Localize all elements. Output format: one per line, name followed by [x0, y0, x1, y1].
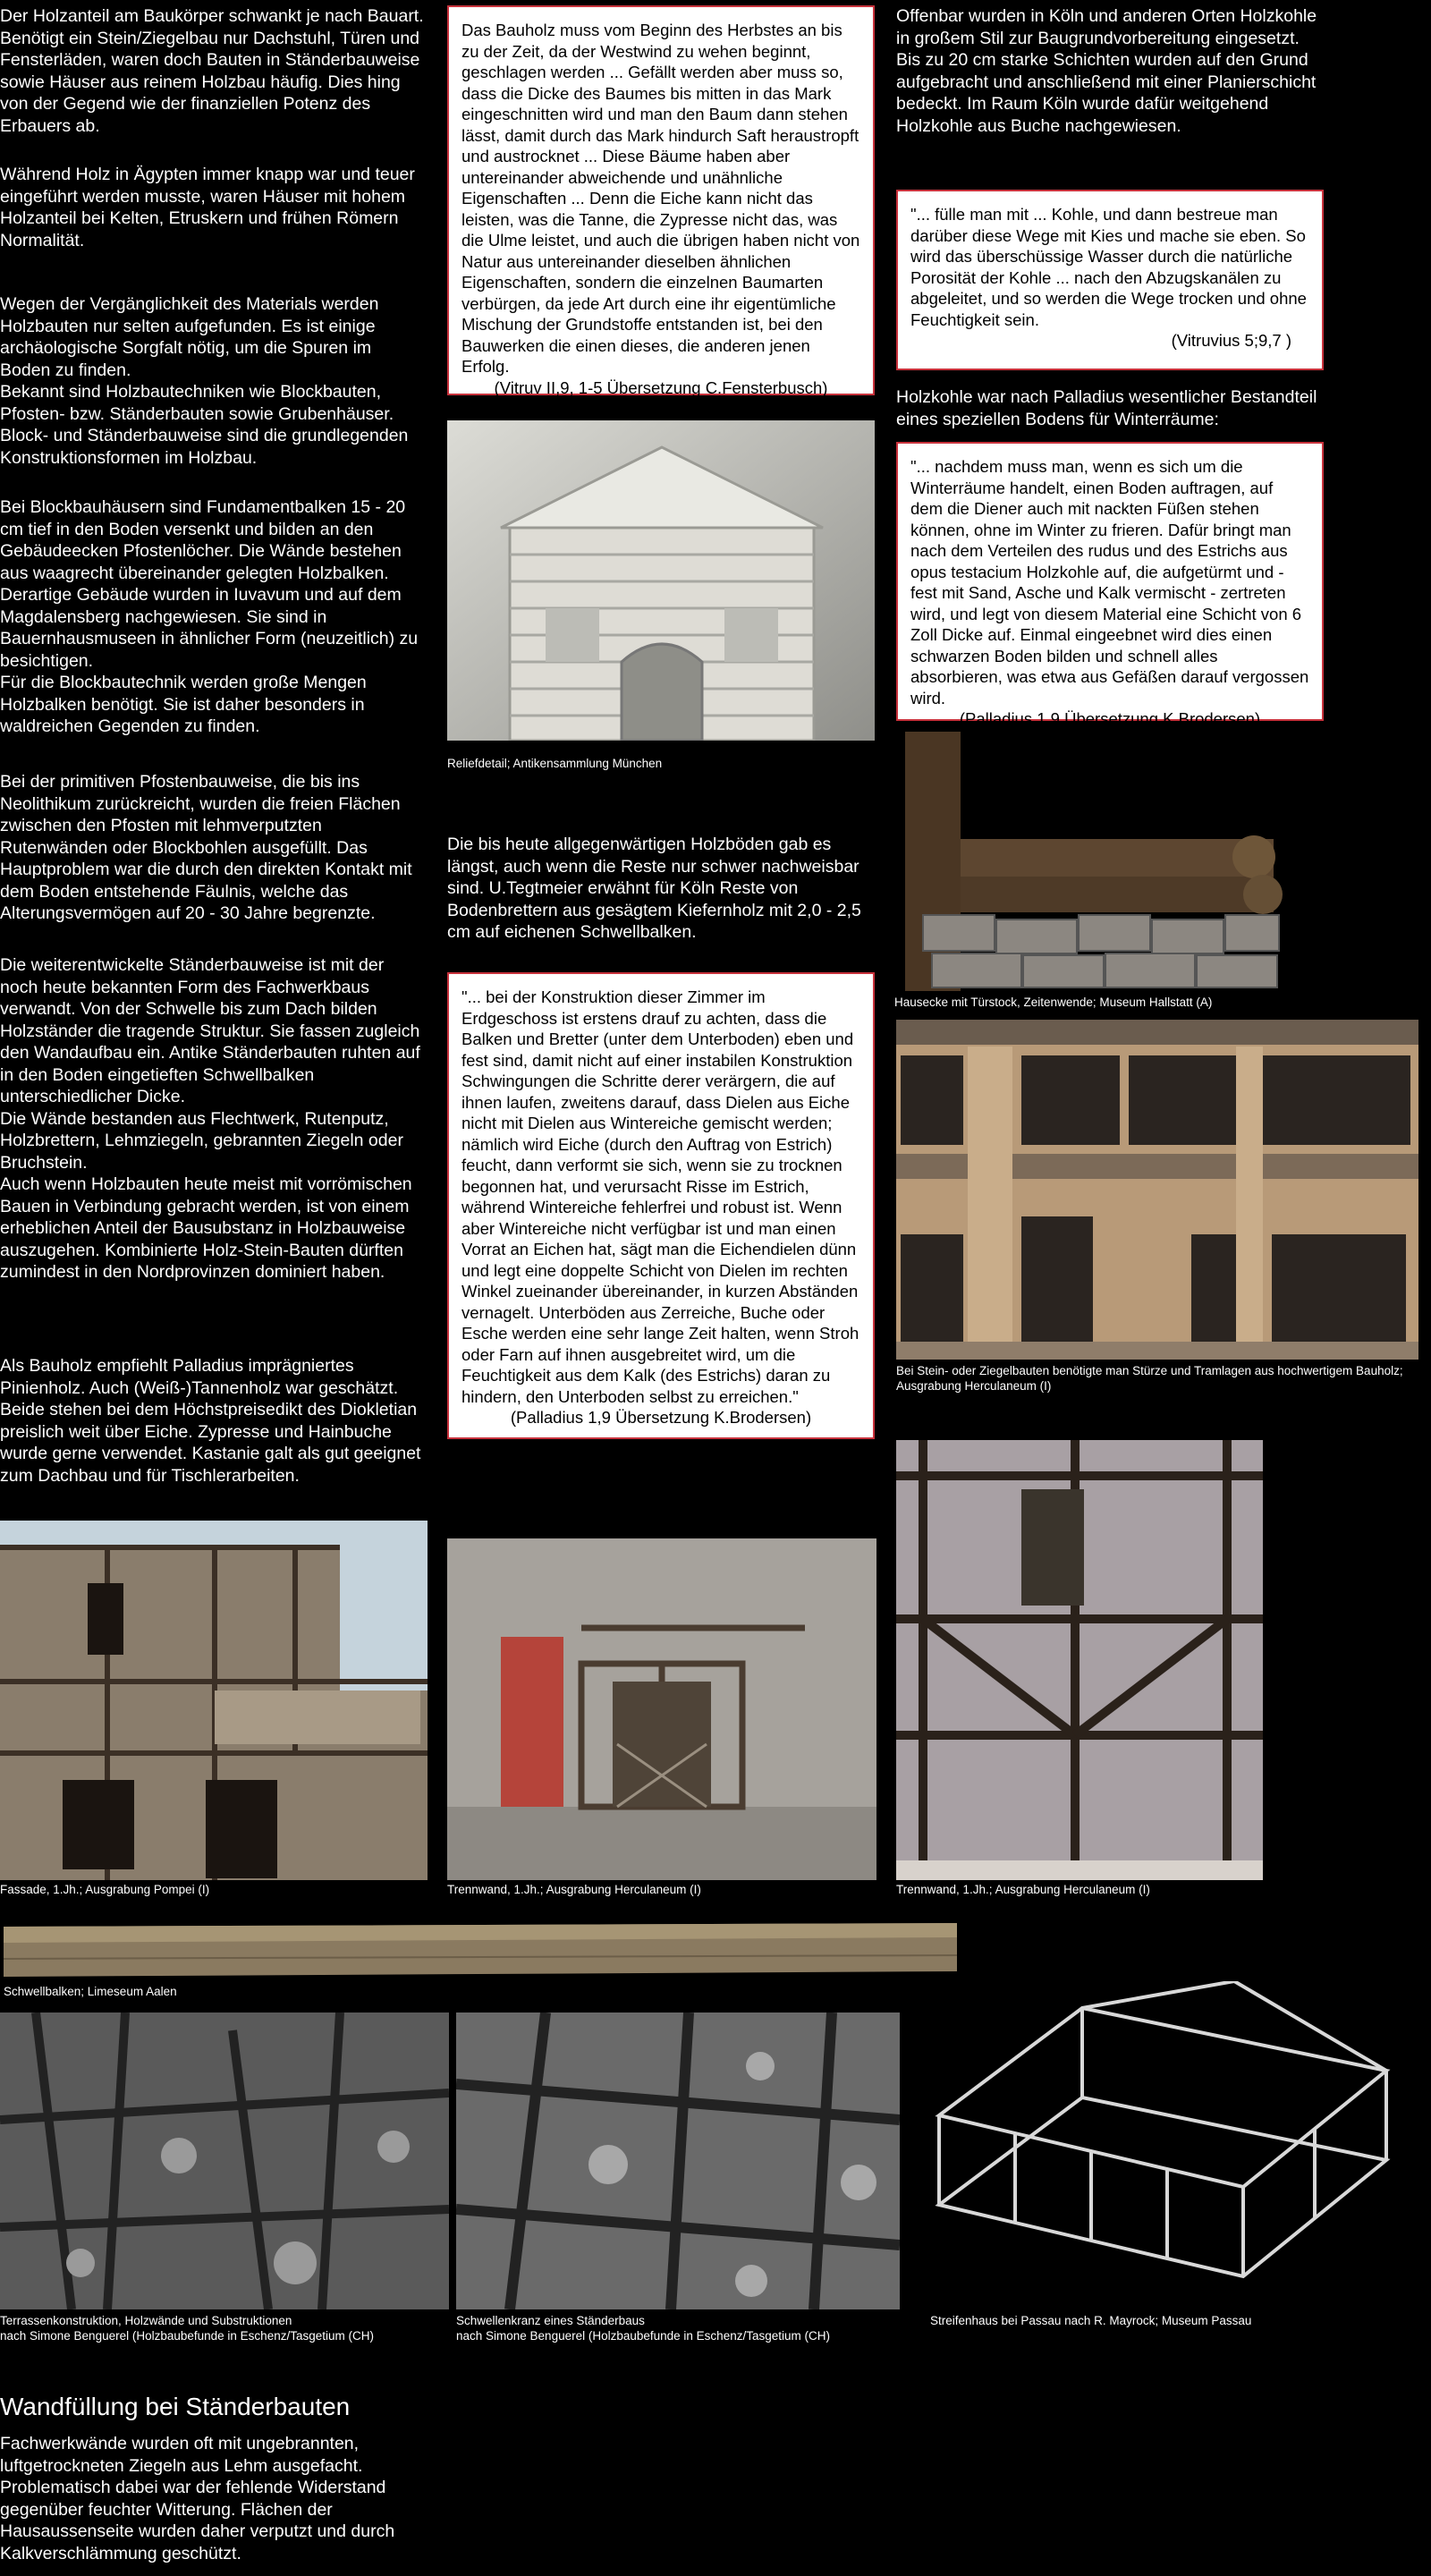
- relief-caption: Reliefdetail; Antikensammlung München: [447, 757, 663, 770]
- winterraum-paragraph: Holzkohle war nach Palladius wesentlicher Bestandteil eines speziellen Bodens für Winterräume:: [896, 387, 1317, 429]
- winterraum-quote-box: [896, 442, 1324, 728]
- archaeology-paragraph: Wegen der Vergänglichkeit des Materials werden Holzbauten nur selten aufgefunden. Es ist einige archäologische Sorgfalt nötig, um die Spuren im Boden zu finden. Bekannt sind Holzbautechniken wie Blockbauten, Pfosten- bzw. Ständerbauten sowie Grubenhäuser. Block- und Ständerbauweise sind die grundlegenden Konstruktionsformen im Holzbau.: [0, 294, 409, 468]
- winterraum-citation: (Palladius 1,9 Übersetzung K.Brodersen): [959, 709, 1261, 728]
- vitruvius-quote-text: "... fülle man mit ... Kohle, und dann bestreue man darüber diese Wege mit Kies und mache sie eben. So wird das überschüssige Wasser durch die natürliche Porosität der Kohle ... nach den Abzugskanälen zu abgeleitet, und so werden die Wege trocken und ohne Feuchtigkeit sein.: [910, 205, 1307, 329]
- herculaneum-facade-photo: [896, 1020, 1418, 1360]
- vitruvius-citation: (Vitruvius 5;9,7 ): [1171, 331, 1291, 350]
- relief-photo: [447, 420, 875, 741]
- hausecke-caption: Hausecke mit Türstock, Zeitenwende; Museum Hallstatt (A): [894, 996, 1213, 1009]
- vitruvius-quote-box: [896, 190, 1324, 370]
- streifenhaus-photo: [921, 1981, 1401, 2303]
- bauholz-paragraph: Als Bauholz empfiehlt Palladius imprägniertes Pinienholz. Auch (Weiß-)Tannenholz war geschätzt. Beide stehen bei dem Höchstpreisedikt des Diokletian preislich weit über Eiche. Zypresse und Hainbuche wurde gerne verwendet. Kastanie galt als gut geeignet zum Dachbau und für Tischlerarbeiten.: [0, 1356, 421, 1486]
- section-heading: Wandfüllung bei Ständerbauten: [0, 2393, 351, 2420]
- vitruv-citation: (Vitruv II,9, 1-5 Übersetzung C.Fensterbusch): [494, 377, 828, 397]
- trennwand1-caption: Trennwand, 1.Jh.; Ausgrabung Herculaneum (I): [447, 1883, 701, 1896]
- streifenhaus-caption: Streifenhaus bei Passau nach R. Mayrock; Museum Passau: [930, 2314, 1252, 2327]
- fassade-caption: Fassade, 1.Jh.; Ausgrabung Pompei (I): [0, 1883, 210, 1896]
- terrasse-photo: [0, 2012, 449, 2309]
- egypt-paragraph: Während Holz in Ägypten immer knapp war und teuer eingeführt werden musste, waren Häuser mit hohem Holzanteil bei Kelten, Etruskern und frühen Römern Normalität.: [0, 165, 415, 250]
- holzboeden-paragraph: Die bis heute allgegenwärtigen Holzböden gab es längst, auch wenn die Reste nur schwer nachweisbar sind. U.Tegtmeier erwähnt für Köln Reste von Bodenbrettern aus gesägtem Kiefernholz mit 2,0 - 2,5 cm auf eichenen Schwellbalken.: [447, 835, 861, 942]
- hausecke-photo: [896, 732, 1290, 991]
- schwellenkranz-photo: [456, 2012, 900, 2309]
- blockbau-paragraph: Bei Blockbauhäusern sind Fundamentbalken 15 - 20 cm tief in den Boden versenkt und bilden an den Gebäudeecken Pfostenlöcher. Die Wände bestehen aus waagrecht übereinander gelegten Holzbalken. Derartige Gebäude wurden in Iuvavum und auf dem Magdalensberg nachgewiesen. Sie sind in Bauernhausmuseen in ähnlicher Form (neuzeitlich) zu besichtigen. Für die Blockbautechnik werden große Mengen Holzbalken benötigt. Sie ist daher besonders in waldreichen Gegenden zu finden.: [0, 497, 419, 736]
- palladius-citation: (Palladius 1,9 Übersetzung K.Brodersen): [510, 1408, 812, 1427]
- wandfuellung-paragraph: Fachwerkwände wurden oft mit ungebrannten, luftgetrockneten Ziegeln aus Lehm ausgefacht. Problematisch dabei war der fehlende Widerstand gegenüber feuchter Witterung. Flächen der Hausaussenseite wurden daher verputzt und durch Kalkverschlämmung geschützt.: [0, 2434, 395, 2563]
- fassade-photo: [0, 1521, 428, 1880]
- pfostenbau-paragraph: Bei der primitiven Pfostenbauweise, die bis ins Neolithikum zurückreicht, wurden die freien Flächen zwischen den Pfosten mit lehmverputzten Rutenwänden oder Blockbohlen ausgefüllt. Das Hauptproblem war die durch den direkten Kontakt mit dem Boden entstehende Fäulnis, welche das Alterungsvermögen auf 20 - 30 Jahre begrenzte.: [0, 772, 412, 923]
- intro-paragraph: Der Holzanteil am Baukörper schwankt je nach Bauart. Benötigt ein Stein/Ziegelbau nur Dachstuhl, Türen und Fensterläden, waren doch Bauten in Ständerbauweise sowie Häuser aus reinem Holzbau häufig. Dies hing von der Gegend wie der finanziellen Potenz des Erbauers ab.: [0, 6, 424, 136]
- palladius-quote-text: "... bei der Konstruktion dieser Zimmer im Erdgeschoss ist erstens drauf zu achten, dass die Balken und Bretter (unter dem Unterboden) eben und fest sind, damit nicht auf einer instabilen Konstruktion Schwingungen die Schritte derer verärgern, die auf ihnen laufen, zweitens darauf, dass Dielen aus Eiche nicht mit Dielen aus Wintereiche gemischt werden; nämlich wird Eiche (durch den Auftrag von Estrich) feucht, dann verformt sie sich, wenn sie zu trocknen begonnen hat, und verursacht Risse im Estrich, während Wintereiche fehlerfrei und robust ist. Wenn aber Wintereiche nicht verfügbar ist und man einen Vorrat an Eichen hat, sägt man die Eichendielen dünn und legt eine doppelte Schicht von Dielen im rechten Winkel zueinander übereinander, in kurzen Abständen vernagelt. Unterböden aus Zerreiche, Buche oder Esche werden eine sehr lange Zeit halten, wenn Stroh oder Farn auf ihnen ausgebreitet wird, um die Feuchtigkeit aus dem Kalk (des Estrichs) daran zu hindern, den Unterboden selbst zu erreichen.": [461, 987, 859, 1406]
- trennwand2-caption: Trennwand, 1.Jh.; Ausgrabung Herculaneum (I): [896, 1883, 1150, 1896]
- trennwand1-photo: [447, 1538, 876, 1880]
- winterraum-quote-text: "... nachdem muss man, wenn es sich um die Winterräume handelt, einen Boden auftragen, auf dem die Diener auch mit nackten Füßen stehen können, ohne im Winter zu frieren. Dafür bringt man nach dem Verteilen des rudus und des Estrichs aus opus testacium Holzkohle auf, die aufgetürmt und - fest mit Sand, Asche und Kalk vermischt - zertreten wird, und legt von diesem Material eine Schicht von 6 Zoll Dicke auf. Einmal eingeebnet wird dies einen schwarzen Boden bilden und schnell alles absorbieren, was etwa aus Gefäßen darauf vergossen wird.: [910, 457, 1309, 708]
- terrasse-caption: Terrassenkonstruktion, Holzwände und Substruktionen nach Simone Benguerel (Holzbaubefunde in Eschenz/Tasgetium (CH): [0, 2314, 374, 2343]
- vitruv-quote-text: Das Bauholz muss vom Beginn des Herbstes an bis zu der Zeit, da der Westwind zu wehen beginnt, geschlagen werden ... Gefällt werden aber muss so, dass die Dicke des Baumes bis mitten in das Mark eingeschnitten wird und man den Baum dann stehen lässt, damit durch das Mark hindurch Saft heraustropft und austrocknet ... Diese Bäume haben aber untereinander abweichende und unähnliche Eigenschaften ... Denn die Eiche kann nicht das leisten, was die Tanne, die Zypresse nicht das, was die Ulme leistet, und auch die übrigen haben nicht von Natur aus untereinander dieselben ähnlichen Eigenschaften, sondern die einzelnen Baumarten verbürgen, da jede Art durch eine ihr eigentümliche Mischung der Grundstoffe entstanden ist, bei den Bauwerken die einen dieses, die anderen jenen Erfolg.: [461, 21, 860, 376]
- holzkohle-paragraph: Offenbar wurden in Köln und anderen Orten Holzkohle in großem Stil zur Baugrundvorbereitung eingesetzt. Bis zu 20 cm starke Schichten wurden auf den Grund aufgebracht und anschließend mit einer Planierschicht bedeckt. Im Raum Köln wurde dafür weitgehend Holzkohle aus Buche nachgewiesen.: [896, 6, 1317, 136]
- vitruv-quote-box: [447, 5, 875, 395]
- staenderbau-paragraph: Die weiterentwickelte Ständerbauweise ist mit der noch heute bekannten Form des Fachwerkbaus verwandt. Von der Schwelle bis zum Dach bilden Holzständer die tragende Struktur. Sie fassen zugleich den Wandaufbau ein. Antike Ständerbauten ruhten auf in den Boden eingetieften Schwellbalken unterschiedlicher Dicke. Die Wände bestanden aus Flechtwerk, Rutenputz, Holzbrettern, Lehmziegeln, gebrannten Ziegeln oder Bruchstein. Auch wenn Holzbauten heute meist mit vorrömischen Bauen in Verbindung gebracht werden, ist von einem erheblichen Anteil der Bausubstanz in Holzbauweise auszugehen. Kombinierte Holz-Stein-Bauten dürften zumindest in den Nordprovinzen dominiert haben.: [0, 955, 420, 1282]
- schwellenkranz-caption: Schwellenkranz eines Ständerbaus nach Simone Benguerel (Holzbaubefunde in Eschenz/Tasgetium (CH): [456, 2314, 830, 2343]
- herculaneum-facade-caption: Bei Stein- oder Ziegelbauten benötigte man Stürze und Tramlagen aus hochwertigem Bauholz; Ausgrabung Herculaneum (I): [896, 1364, 1403, 1393]
- palladius-quote-box: [447, 972, 875, 1439]
- schwellbalken-photo: [4, 1919, 957, 1980]
- schwellbalken-caption: Schwellbalken; Limeseum Aalen: [4, 1985, 177, 1998]
- trennwand2-photo: [896, 1440, 1263, 1880]
